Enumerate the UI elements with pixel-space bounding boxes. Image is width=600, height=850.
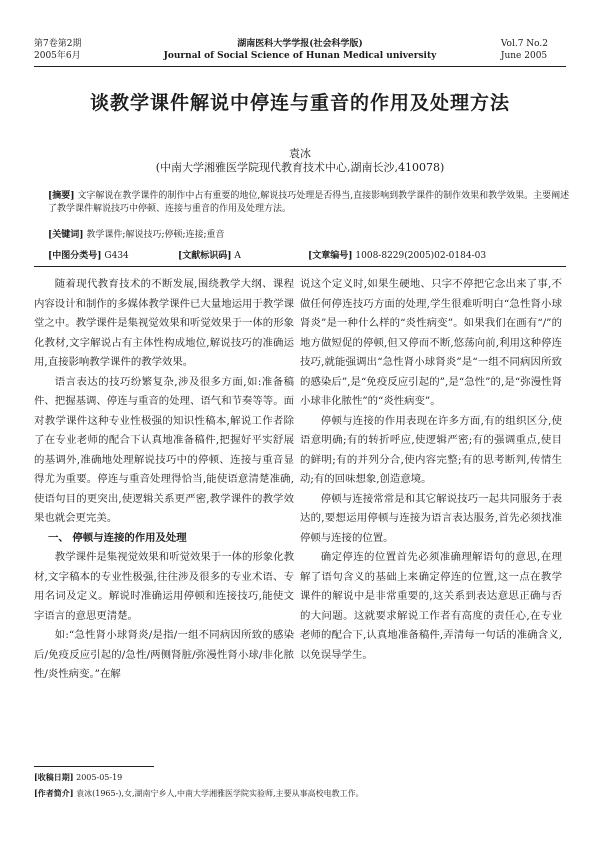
body-left-column xyxy=(34,275,294,685)
received-date xyxy=(34,772,122,783)
received-value: 2005-05-19 xyxy=(76,773,123,782)
abstract xyxy=(48,190,570,216)
paragraph: 停顿与连接常常是和其它解说技巧一起共同服务于表达的,要想运用停顿与连接为语言表达服务,首先必须找准停顿与连接的位置。 xyxy=(300,492,562,544)
abstract-label: [摘要] xyxy=(48,191,75,201)
doc-value: A xyxy=(234,251,241,261)
clc-label: [中图分类号] xyxy=(48,251,102,261)
paragraph: 停顿与连接的作用表现在许多方面,有的组织区分,使语意明确;有的转折呼应,使逻辑严密;有的强调重点,使目的鲜明;有的并列分合,使内容完整;有的思考断判,传情生动;有的回味想象,创造意境。 xyxy=(300,414,562,485)
author-bio xyxy=(34,788,364,799)
issue-date: 2005年6月 xyxy=(34,51,81,61)
abstract-text: 文字解说在教学课件的制作中占有重要的地位,解说技巧处理是否得当,直接影响到教学课件的制作效果和教学效果。主要阐述了教学课件解说技巧中停顿、连接与重音的作用及处理方法。 xyxy=(48,191,570,214)
paragraph: 语言表达的技巧纷繁复杂,涉及很多方面,如:准备稿件、把握基调、停连与重音的处理、语气和节奏等等。面对教学课件这种专业性极强的知识性稿本,解说工作者除了在专业老师的配合下认真地准备稿件,把握好平实舒展的基调外,准确地处理解说技巧中的停顿、连接与重音显得尤为重要。停连与重音处理得恰当,能使语意清楚准确,使语句目的更突出,使逻辑关系更严密,教学课件的教学效果也就会更完美。 xyxy=(34,375,294,524)
doc-label: [文献标识码] xyxy=(178,251,232,261)
author-affiliation: (中南大学湘雅医学院现代教育技术中心,湖南长沙,410078) xyxy=(155,161,445,174)
article-author: 袁冰 xyxy=(289,147,311,160)
article-title: 谈教学课件解说中停连与重音的作用及处理方法 xyxy=(89,92,510,114)
article-label: [文章编号] xyxy=(308,251,353,261)
abstract-divider xyxy=(34,266,566,267)
issue-info-en xyxy=(501,38,548,62)
issue-date-en: June 2005 xyxy=(500,51,548,61)
author-bio-label: [作者简介] xyxy=(34,788,74,798)
journal-name xyxy=(130,38,470,62)
journal-name-en: Journal of Social Science of Hunan Medical university xyxy=(163,51,437,61)
paragraph: 确定停连的位置首先必须准确理解语句的意思,在理解了语句含义的基础上来确定停连的位置,这一点在教学课件的解说中是非常重要的,这关系到表达意思正确与否的大问题。这就要求解说工作者有高度的责任心,在专业老师的配合下,认真地准备稿件,弄清每一句话的准确含义,以免误导学生。 xyxy=(300,551,562,661)
issue-info xyxy=(34,38,81,62)
paragraph: 随着现代教育技术的不断发展,围绕教学大纲、课程内容设计和制作的多媒体教学课件已大量地运用于教学课堂之中。教学课件是集视觉效果和听觉效果于一体的形象化教材,文字解说占有主体性构成地位,解说技巧的准确运用,直接影响教学课件的教学效果。 xyxy=(34,278,294,368)
article-number xyxy=(308,248,486,261)
article-value: 1008-8229(2005)02-0184-03 xyxy=(355,251,487,261)
issue-volume: 第7卷第2期 xyxy=(34,39,82,49)
paragraph: 说这个定义时,如果生硬地、只字不停把它念出来了事,不做任何停连技巧方面的处理,学生很难听明白“急性肾小球肾炎”是一种什么样的“炎性病变”。如果我们在画有“/”的地方做短促的停顿,但又停而不断,悠荡向前,利用这种停连技巧,就能强调出“急性肾小球肾炎”是“一组不同病因所致的感染后”,是“免疫反应引起的”,是“急性”的,是“弥漫性肾小球非化脓性”的“炎性病变”。 xyxy=(300,278,562,407)
document-code xyxy=(178,248,241,261)
keywords-label: [关键词] xyxy=(48,230,84,240)
body-right-column xyxy=(300,275,562,665)
clc-number xyxy=(48,248,129,261)
author-bio-value: 袁冰(1965-),女,湖南宁乡人,中南大学湘雅医学院实验师,主要从事高校电教工作。 xyxy=(76,789,364,798)
keywords-text: 教学课件;解说技巧;停顿;连接;重音 xyxy=(86,230,225,240)
issue-volume-en: Vol.7 No.2 xyxy=(500,39,548,49)
header-divider xyxy=(34,66,566,67)
received-label: [收稿日期] xyxy=(34,772,74,782)
paragraph: 如:“急性肾小球肾炎/是指/一组不同病因所致的感染后/免疫反应引起的/急性/两侧肾脏/弥漫性肾小球/非化脓性/炎性病变。”在解 xyxy=(34,629,294,680)
section-heading: 一、 停顿与连接的作用及处理 xyxy=(48,531,187,544)
footnote-divider xyxy=(34,766,154,767)
journal-name-cn: 湖南医科大学学报(社会科学版) xyxy=(237,39,363,49)
paragraph: 教学课件是集视觉效果和听觉效果于一体的形象化教材,文字稿本的专业性极强,往往涉及很多的专业术语、专用名词及定义。解说时准确运用停顿和连接技巧,能使文字语言的意思更清楚。 xyxy=(34,551,294,622)
clc-value: G434 xyxy=(104,251,129,261)
keywords xyxy=(48,227,225,240)
